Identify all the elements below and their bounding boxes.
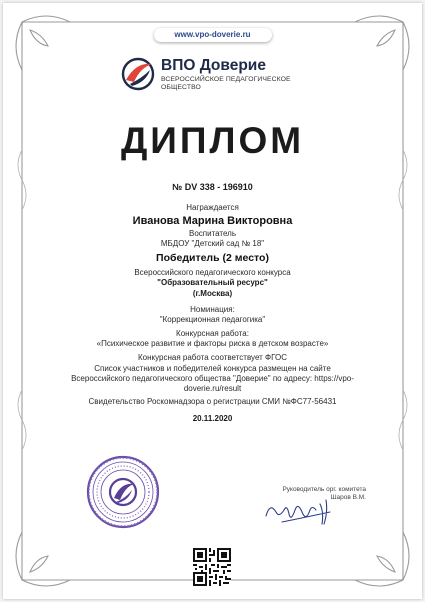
logo-emblem-icon: [120, 56, 156, 92]
nomination-value: "Коррекционная педагогика": [159, 315, 266, 324]
org-subtitle-line-2: ОБЩЕСТВО: [161, 84, 201, 91]
signatory-name: Шаров В.М.: [330, 494, 366, 501]
recipient-name: Иванова Марина Викторовна: [132, 215, 293, 227]
work-value: «Психическое развитие и факторы риска в детском возрасте»: [96, 339, 329, 348]
site-url: www.vpo-doverie.ru: [154, 28, 272, 42]
registration-note: Свидетельство Роскомнадзора о регистрации СМИ №ФС77-56431: [88, 397, 337, 406]
diploma-number: № DV 338 - 196910: [172, 182, 253, 192]
diploma-title: ДИПЛОМ: [120, 120, 305, 161]
results-line-2: Всероссийского педагогического общества "Доверие" по адресу: https://vpo-: [71, 374, 354, 383]
fgos-note: Конкурсная работа соответствует ФГОС: [138, 353, 287, 362]
contest-city: (г.Москва): [192, 289, 233, 298]
org-logo: [120, 56, 310, 96]
work-label: Конкурсная работа:: [176, 329, 249, 338]
signatory-role: Руководитель орг. комитета: [282, 486, 366, 493]
results-line-3: doverie.ru/result: [183, 384, 242, 393]
award-place: Победитель (2 место): [156, 252, 269, 264]
org-subtitle-line-1: ВСЕРОССИЙСКОЕ ПЕДАГОГИЧЕСКОЕ: [161, 76, 291, 83]
recipient-position: Воспитатель: [188, 229, 237, 238]
org-name: ВПО Доверие: [161, 57, 266, 74]
official-seal-icon: [85, 454, 161, 530]
contest-line: Всероссийского педагогического конкурса: [134, 268, 291, 277]
handwritten-signature: [262, 496, 342, 530]
contest-name: "Образовательный ресурс": [157, 278, 268, 287]
nomination-label: Номинация:: [190, 305, 235, 314]
awarded-label: Награждается: [186, 203, 239, 212]
recipient-institution: МБДОУ "Детский сад № 18": [160, 239, 265, 248]
qr-code-icon: [193, 548, 231, 586]
results-line-1: Список участников и победителей конкурса размещен на сайте: [94, 364, 331, 373]
org-subtitle: [161, 76, 301, 92]
issue-date: 20.11.2020: [192, 414, 233, 423]
